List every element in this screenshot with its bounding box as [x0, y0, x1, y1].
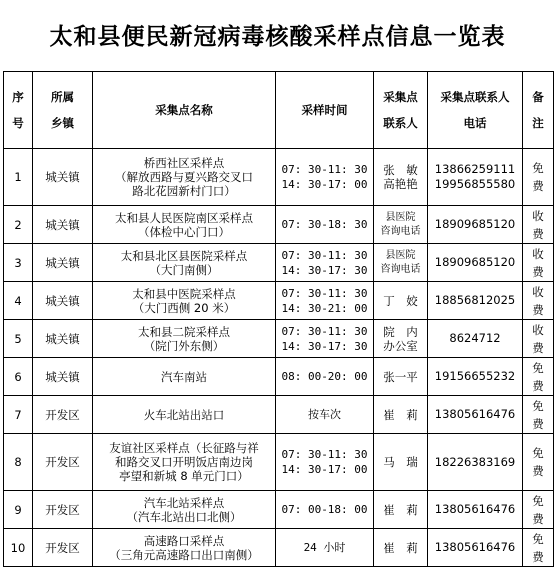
- cell-seq: 7: [4, 396, 33, 434]
- cell-site: [93, 434, 276, 491]
- note-line: 费: [532, 416, 544, 431]
- contact-line: 办公室: [383, 338, 418, 353]
- header-site: 采集点名称: [93, 72, 276, 149]
- cell-town: 开发区: [33, 434, 93, 491]
- note-line: 收: [532, 284, 544, 299]
- time-line: 24 小时: [303, 541, 346, 554]
- cell-note: [523, 244, 554, 282]
- header-contact-line2: 联系人: [383, 116, 418, 130]
- cell-phone: [428, 206, 523, 244]
- contact-line: 咨询电话: [380, 225, 421, 237]
- phone-line: 18856812025: [434, 293, 516, 307]
- site-line: （解放西路与夏兴路交叉口: [115, 170, 253, 184]
- cell-phone: [428, 529, 523, 567]
- time-line: 14: 30-17: 30: [281, 263, 368, 277]
- cell-phone: [428, 434, 523, 491]
- cell-town: 开发区: [33, 396, 93, 434]
- cell-town: 开发区: [33, 491, 93, 529]
- header-time: 采样时间: [276, 72, 374, 149]
- cell-phone: [428, 396, 523, 434]
- page-title: 太和县便民新冠病毒核酸采样点信息一览表: [49, 22, 506, 50]
- cell-town: 开发区: [33, 529, 93, 567]
- cell-site: [93, 358, 276, 396]
- cell-contact: [374, 149, 428, 206]
- cell-seq: 9: [4, 491, 33, 529]
- time-line: 按车次: [308, 408, 341, 421]
- note-line: 免: [532, 161, 544, 175]
- cell-note: [523, 491, 554, 529]
- cell-note: [523, 396, 554, 434]
- cell-time: [276, 491, 374, 529]
- cell-time: [276, 320, 374, 358]
- contact-line: 县医院: [385, 249, 416, 261]
- cell-seq: 4: [4, 282, 33, 320]
- cell-time: [276, 149, 374, 206]
- cell-site: [93, 282, 276, 320]
- time-line: 14: 30-17: 30: [281, 339, 368, 353]
- header-phone-line1: 采集点联系人: [440, 90, 510, 104]
- note-line: 费: [532, 464, 544, 478]
- header-seq-line1: 序: [12, 90, 24, 104]
- time-line: 07: 30-11: 30: [281, 324, 368, 338]
- site-line: 桥西社区采样点: [143, 156, 225, 170]
- header-seq: [4, 72, 33, 149]
- table-row: [4, 529, 554, 567]
- phone-line: 18909685120: [434, 255, 516, 269]
- site-line: 火车北站出站口: [143, 407, 225, 422]
- cell-contact: [374, 320, 428, 358]
- phone-line: 13866259111: [434, 162, 516, 176]
- time-line: 07: 00-18: 00: [281, 503, 368, 516]
- cell-note: [523, 206, 554, 244]
- site-line: （大门西侧 20 米）: [132, 300, 236, 315]
- phone-line: 13805616476: [434, 540, 516, 554]
- time-line: 07: 30-11: 30: [281, 286, 368, 300]
- note-line: 免: [532, 360, 544, 375]
- cell-phone: [428, 320, 523, 358]
- note-line: 免: [532, 446, 544, 460]
- header-town-line2: 乡镇: [51, 116, 74, 130]
- contact-line: 院 内: [383, 324, 418, 339]
- site-line: 太和县北区县医院采样点: [120, 248, 248, 263]
- note-line: 费: [532, 226, 544, 241]
- cell-time: [276, 358, 374, 396]
- phone-line: 13805616476: [434, 502, 516, 516]
- time-line: 07: 30-11: 30: [281, 248, 368, 262]
- note-line: 收: [532, 208, 544, 223]
- cell-town: 城关镇: [33, 149, 93, 206]
- site-line: 友谊社区采样点（长征路与祥: [109, 441, 259, 455]
- site-line: 太和县中医院采样点: [132, 286, 236, 301]
- cell-town: 城关镇: [33, 244, 93, 282]
- cell-town: 城关镇: [33, 358, 93, 396]
- cell-phone: [428, 282, 523, 320]
- cell-site: [93, 320, 276, 358]
- contact-line: 县医院: [385, 211, 416, 223]
- table-body: [4, 149, 554, 567]
- contact-line: 丁 姣: [383, 293, 418, 308]
- cell-seq: 8: [4, 434, 33, 491]
- note-line: 免: [532, 531, 544, 546]
- cell-town: 城关镇: [33, 282, 93, 320]
- cell-contact: [374, 491, 428, 529]
- header-note-line2: 注: [532, 116, 544, 130]
- cell-time: [276, 396, 374, 434]
- cell-time: [276, 529, 374, 567]
- time-line: 14: 30-17: 00: [281, 178, 368, 191]
- header-phone-line2: 电话: [463, 116, 487, 130]
- table-row: [4, 149, 554, 206]
- cell-phone: [428, 358, 523, 396]
- phone-line: 8624712: [449, 331, 501, 345]
- cell-site: [93, 396, 276, 434]
- header-contact-line1: 采集点: [383, 90, 418, 104]
- table-row: [4, 206, 554, 244]
- contact-line: 崔 莉: [383, 407, 418, 422]
- phone-line: 19956855580: [434, 177, 516, 191]
- site-line: 太和县人民医院南区采样点: [115, 210, 253, 225]
- phone-line: 19156655232: [434, 369, 516, 383]
- cell-time: [276, 244, 374, 282]
- cell-site: [93, 491, 276, 529]
- cell-seq: 6: [4, 358, 33, 396]
- note-line: 费: [532, 378, 544, 393]
- header-town-line1: 所属: [51, 90, 74, 104]
- phone-line: 18226383169: [434, 454, 516, 469]
- contact-line: 马 瑞: [383, 455, 418, 469]
- cell-site: [93, 244, 276, 282]
- header-town: [33, 72, 93, 149]
- cell-phone: [428, 491, 523, 529]
- cell-note: [523, 358, 554, 396]
- contact-line: 崔 莉: [383, 540, 418, 555]
- cell-contact: [374, 244, 428, 282]
- time-line: 14: 30-21: 00: [281, 301, 368, 315]
- site-line: 亭望和新城 8 单元门口）: [119, 469, 249, 483]
- site-line: （三角元高速路口出口南侧）: [109, 547, 259, 562]
- site-line: 高速路口采样点: [143, 533, 225, 548]
- cell-contact: [374, 396, 428, 434]
- cell-seq: 3: [4, 244, 33, 282]
- contact-line: 崔 莉: [383, 502, 418, 517]
- table-row: [4, 282, 554, 320]
- site-line: （大门南侧）: [149, 262, 219, 277]
- time-line: 07: 30-11: 30: [281, 448, 368, 461]
- cell-note: [523, 434, 554, 491]
- cell-contact: [374, 282, 428, 320]
- header-note: [523, 72, 554, 149]
- cell-phone: [428, 244, 523, 282]
- cell-site: [93, 529, 276, 567]
- cell-time: [276, 206, 374, 244]
- table-row: [4, 244, 554, 282]
- cell-contact: [374, 206, 428, 244]
- note-line: 收: [532, 246, 544, 261]
- header-row: [4, 72, 554, 149]
- header-contact: [374, 72, 428, 149]
- table-row: [4, 491, 554, 529]
- note-line: 费: [532, 340, 544, 355]
- site-line: 汽车南站: [161, 369, 207, 384]
- time-line: 07: 30-11: 30: [281, 163, 368, 176]
- cell-contact: [374, 434, 428, 491]
- cell-seq: 1: [4, 149, 33, 206]
- time-line: 08: 00-20: 00: [281, 370, 368, 383]
- time-line: 07: 30-18: 30: [281, 218, 368, 231]
- header-note-line1: 备: [532, 90, 544, 104]
- cell-seq: 5: [4, 320, 33, 358]
- site-line: 汽车北站采样点: [143, 495, 225, 510]
- table-row: [4, 358, 554, 396]
- cell-phone: [428, 149, 523, 206]
- note-line: 费: [532, 264, 544, 279]
- cell-time: [276, 282, 374, 320]
- note-line: 费: [532, 549, 544, 564]
- site-line: 和路交叉口开明饭店南边岗: [115, 455, 253, 469]
- cell-seq: 10: [4, 529, 33, 567]
- cell-contact: [374, 529, 428, 567]
- header-phone: [428, 72, 523, 149]
- table-row: [4, 320, 554, 358]
- site-line: 路北花园新村门口）: [132, 184, 236, 198]
- time-line: 14: 30-17: 00: [281, 463, 368, 476]
- note-line: 费: [532, 179, 544, 193]
- contact-line: 张一平: [383, 369, 418, 384]
- contact-line: 咨询电话: [380, 263, 421, 275]
- site-line: 太和县二院采样点: [138, 324, 230, 339]
- cell-site: [93, 206, 276, 244]
- cell-town: 城关镇: [33, 320, 93, 358]
- cell-seq: 2: [4, 206, 33, 244]
- table-row: [4, 434, 554, 491]
- cell-note: [523, 320, 554, 358]
- site-line: （院门外东侧）: [143, 338, 225, 353]
- sampling-sites-table: [3, 71, 554, 567]
- cell-time: [276, 434, 374, 491]
- cell-note: [523, 149, 554, 206]
- contact-line: 高艳艳: [383, 177, 418, 191]
- note-line: 免: [532, 493, 544, 508]
- phone-line: 13805616476: [434, 407, 516, 421]
- note-line: 费: [532, 511, 544, 526]
- cell-note: [523, 529, 554, 567]
- cell-contact: [374, 358, 428, 396]
- cell-town: 城关镇: [33, 206, 93, 244]
- phone-line: 18909685120: [434, 217, 516, 231]
- header-seq-line2: 号: [12, 116, 24, 130]
- contact-line: 张 敏: [383, 163, 418, 177]
- note-line: 收: [532, 322, 544, 337]
- cell-site: [93, 149, 276, 206]
- site-line: （体检中心门口）: [138, 224, 230, 239]
- note-line: 费: [532, 302, 544, 317]
- table-row: [4, 396, 554, 434]
- cell-note: [523, 282, 554, 320]
- note-line: 免: [532, 398, 544, 413]
- site-line: （汽车北站出口北侧）: [126, 509, 242, 524]
